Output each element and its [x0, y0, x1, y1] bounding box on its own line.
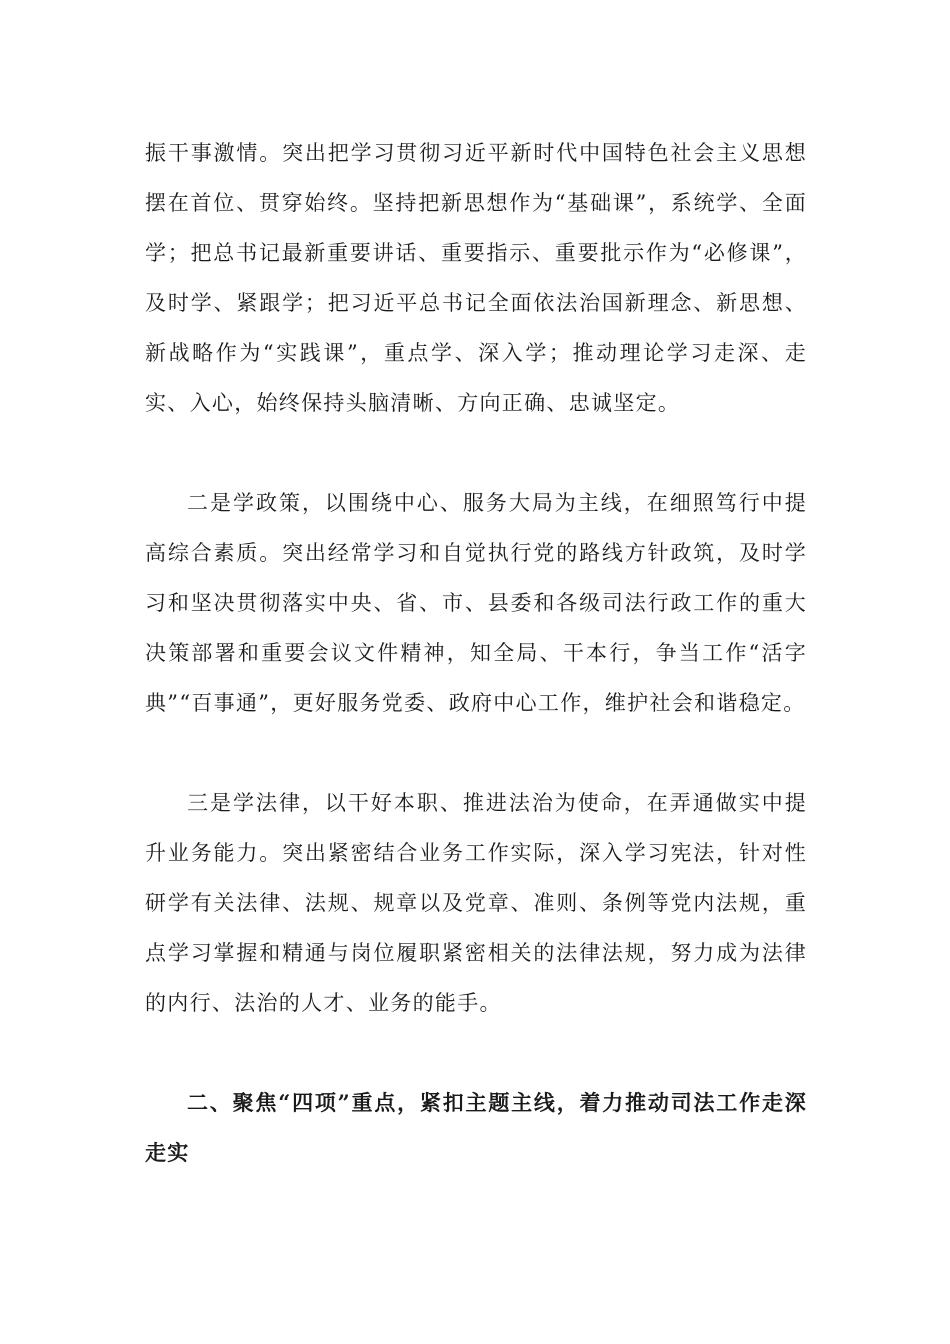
document-page — [145, 128, 807, 1178]
paragraph-study-law: 三是学法律，以干好本职、推进法治为使命，在弄通做实中提升业务能力。突出紧密结合业务工作实际，深入学习宪法，针对性研学有关法律、法规、规章以及党章、准则、条例等党内法规，重点学习掌握和精通与岗位履职紧密相关的法律法规，努力成为法律的内行、法治的人才、业务的能手。 — [145, 791, 807, 1015]
paragraph-continuation: 振干事激情。突出把学习贯彻习近平新时代中国特色社会主义思想摆在首位、贯穿始终。坚持把新思想作为“基础课”，系统学、全面学；把总书记最新重要讲话、重要指示、重要批示作为“必修课”，及时学、紧跟学；把习近平总书记全面依法治国新理念、新思想、新战略作为“实践课”，重点学、深入学；推动理论学习走深、走实、入心，始终保持头脑清晰、方向正确、忠诚坚定。 — [145, 141, 807, 415]
paragraph-study-policy: 二是学政策，以围绕中心、服务大局为主线，在细照笃行中提高综合素质。突出经常学习和自觉执行党的路线方针政筑，及时学习和坚决贯彻落实中央、省、市、县委和各级司法行政工作的重大决策部署和重要会议文件精神，知全局、干本行，争当工作“活字典”“百事通”，更好服务党委、政府中心工作，维护社会和谐稳定。 — [145, 491, 807, 715]
section-heading: 二、聚焦“四项”重点，紧扣主题主线，着力推动司法工作走深走实 — [145, 1090, 807, 1165]
